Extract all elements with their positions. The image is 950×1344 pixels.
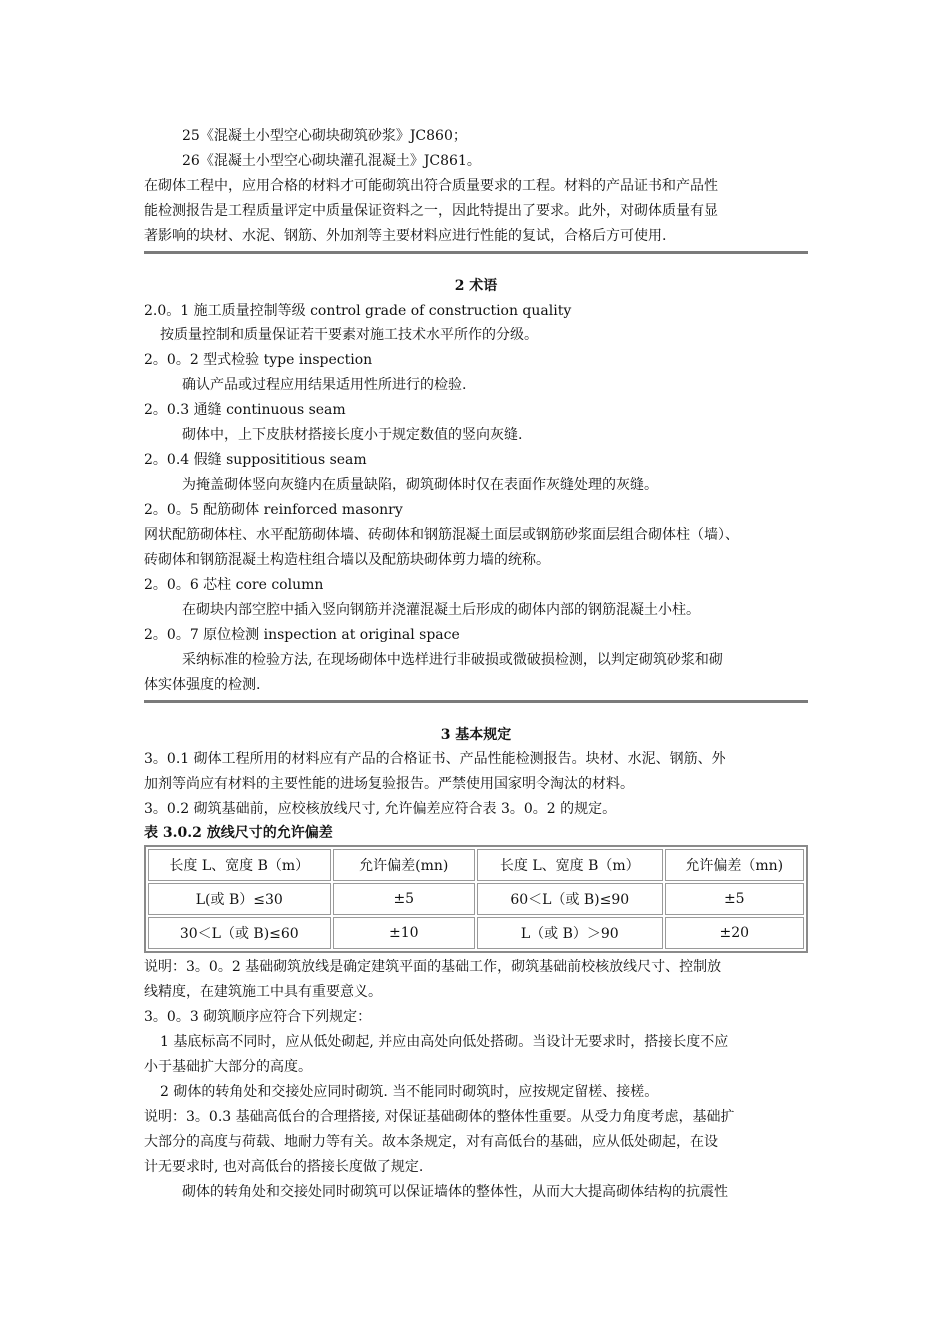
table-row	[148, 883, 804, 915]
table-cell: ±5	[333, 883, 475, 915]
intro-paragraph-line: 能检测报告是工程质量评定中质量保证资料之一，因此特提出了要求。此外，对砌体质量有显	[144, 203, 718, 219]
clause-3-0-3-item-1: 小于基础扩大部分的高度。	[144, 1059, 312, 1075]
clause-3-0-3: 3。0。3 砌筑顺序应符合下列规定：	[144, 1009, 372, 1025]
term-title: 2。0。7 原位检测 inspection at original space	[144, 627, 460, 643]
clause-3-0-3-item-1: 1 基底标高不同时，应从低处砌起, 并应由高处向低处搭砌。当设计无要求时，搭接长度不应	[160, 1034, 729, 1050]
term-title: 2.0。1 施工质量控制等级 control grade of construction quality	[144, 303, 572, 319]
intro-paragraph-line: 著影响的块材、水泥、钢筋、外加剂等主要材料应进行性能的复试，合格后方可使用.	[144, 228, 667, 244]
section-heading-basic-rules: 3 基本规定	[440, 727, 512, 743]
intro-paragraph-line: 在砌体工程中，应用合格的材料才可能砌筑出符合质量要求的工程。材料的产品证书和产品性	[144, 178, 718, 194]
table-cell: L（或 B）＞90	[477, 917, 663, 949]
table-cell: 60＜L（或 B)≤90	[477, 883, 663, 915]
term-definition: 砖砌体和钢筋混凝土构造柱组合墙以及配筋块砌体剪力墙的统称。	[144, 552, 550, 568]
note-3-0-2: 线精度，在建筑施工中具有重要意义。	[144, 984, 382, 1000]
term-definition: 砌体中，上下皮肤材搭接长度小于规定数值的竖向灰缝.	[182, 427, 523, 443]
table-row	[148, 917, 804, 949]
term-definition: 采纳标准的检验方法, 在现场砌体中选样进行非破损或微破损检测，以判定砌筑砂浆和砌	[182, 652, 723, 668]
table-cell: L(或 B）≤30	[148, 883, 331, 915]
term-title: 2。0.4 假缝 supposititious seam	[144, 452, 367, 468]
table-cell: ±10	[333, 917, 475, 949]
clause-3-0-1: 3。0.1 砌体工程所用的材料应有产品的合格证书、产品性能检测报告。块材、水泥、钢筋、外	[144, 751, 726, 767]
note-3-0-2: 说明：3。0。2 基础砌筑放线是确定建筑平面的基础工作，砌筑基础前校核放线尺寸、控制放	[144, 959, 722, 975]
table-header-cell: 长度 L、宽度 B（m）	[148, 849, 331, 881]
term-definition: 确认产品或过程应用结果适用性所进行的检验.	[182, 377, 467, 393]
table-header-cell: 允许偏差(mn)	[333, 849, 475, 881]
section-heading-terms: 2 术语	[454, 278, 498, 294]
term-title: 2。0。6 芯柱 core column	[144, 577, 324, 593]
term-definition: 为掩盖砌体竖向灰缝内在质量缺陷，砌筑砌体时仅在表面作灰缝处理的灰缝。	[182, 477, 658, 493]
term-definition: 按质量控制和质量保证若干要素对施工技术水平所作的分级。	[160, 327, 538, 343]
clause-3-0-1: 加剂等尚应有材料的主要性能的进场复验报告。严禁使用国家明令淘汰的材料。	[144, 776, 634, 792]
term-title: 2。0。2 型式检验 type inspection	[144, 352, 373, 368]
note-3-0-3: 计无要求时, 也对高低台的搭接长度做了规定.	[144, 1159, 424, 1175]
clause-3-0-3-item-2: 2 砌体的转角处和交接处应同时砌筑. 当不能同时砌筑时，应按规定留槎、接槎。	[160, 1084, 659, 1100]
term-title: 2。0。5 配筋砌体 reinforced masonry	[144, 502, 403, 518]
term-definition: 在砌块内部空腔中插入竖向钢筋并浇灌混凝土后形成的砌体内部的钢筋混凝土小柱。	[182, 602, 700, 618]
term-definition: 体实体强度的检测.	[144, 677, 261, 693]
table-caption: 表 3.0.2 放线尺寸的允许偏差	[144, 825, 333, 841]
section-divider	[144, 251, 808, 254]
last-paragraph-line: 砌体的转角处和交接处同时砌筑可以保证墙体的整体性，从而大大提高砌体结构的抗震性	[182, 1184, 728, 1200]
term-title: 2。0.3 通缝 continuous seam	[144, 402, 346, 418]
table-cell: ±5	[665, 883, 804, 915]
note-3-0-3: 大部分的高度与荷载、地耐力等有关。故本条规定，对有高低台的基础，应从低处砌起，在设	[144, 1134, 718, 1150]
table-cell: ±20	[665, 917, 804, 949]
tolerance-table	[144, 845, 808, 953]
note-3-0-3: 说明：3。0.3 基础高低台的合理搭接, 对保证基础砌体的整体性重要。从受力角度考虑，基础扩	[144, 1109, 735, 1125]
table-cell: 30＜L（或 B)≤60	[148, 917, 331, 949]
reference-26: 26《混凝土小型空心砌块灌孔混凝土》JC861。	[182, 153, 481, 169]
table-header-row	[148, 849, 804, 881]
term-definition: 网状配筋砌体柱、水平配筋砌体墙、砖砌体和钢筋混凝土面层或钢筋砂浆面层组合砌体柱（墙）、	[144, 527, 739, 543]
clause-3-0-2: 3。0.2 砌筑基础前，应校核放线尺寸, 允许偏差应符合表 3。0。2 的规定。	[144, 801, 617, 817]
reference-25: 25《混凝土小型空心砌块砌筑砂浆》JC860；	[182, 128, 467, 144]
table-header-cell: 允许偏差（mn)	[665, 849, 804, 881]
table-header-cell: 长度 L、宽度 B（m）	[477, 849, 663, 881]
section-divider	[144, 700, 808, 703]
